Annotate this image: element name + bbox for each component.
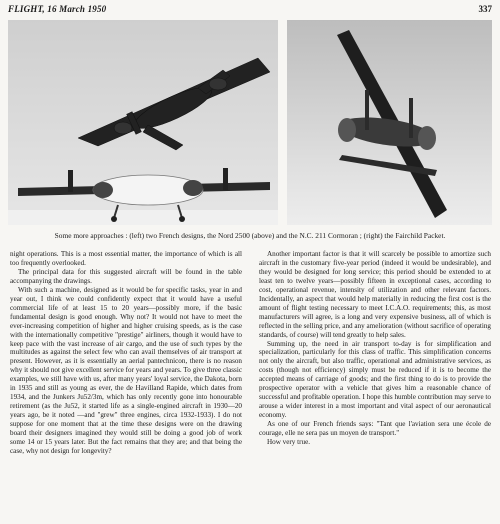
fairchild-packet-photo xyxy=(287,20,492,225)
article-column-right xyxy=(259,250,491,447)
page-number: 337 xyxy=(478,4,492,14)
left-photograph xyxy=(8,20,278,225)
paragraph: night operations. This is a most essential matter, the importance of which is all too frequently overlooked. xyxy=(10,250,242,267)
paragraph: The principal data for this suggested aircraft will be found in the table accompanying the drawings. xyxy=(10,267,242,285)
paragraph: How very true. xyxy=(267,438,311,447)
paragraph: With such a machine, designed as it would be for specific tasks, year in and year out, I think we could confidently expect that it would have a useful commercial life of at least 15 to 20 years—possibly more, if the basic fundamental design is good enough. Why not? It would not have to meet the ever-increasing competition of higher and higher cruising speeds, as is the case with the internationally competitive "prestige" airliners, though it would have to keep pace with the vast increase of air cargo, and the use of such types by the multitudes as against the select few who can avail themselves of air transport at present. However, as it is essentially an aerial pantechnicon, there is no reason why it should not give excellent service for years and years. To give three classic examples, we still have with us, after many years' loyal service, the Dakota, born in 1935 and still as young as ever, the de Havilland Rapide, which dates from 1934, and the Junkers Ju52/3m, which has only recently gone into honourable retirement (as the Ju52, it started life as a single-engined aircraft in 1930—20 years ago, be it noted —and "grew" three engines, circa 1932-1933). I do not suppose for one moment that at the time these designs were on the drawing board their designers imagined they would still be doing a good job of work some 14 or 15 years later. But the fact remains that they are; and that being the case, why not design for longevity? xyxy=(10,285,242,455)
paragraph: Another important factor is that it will scarcely be possible to amortize such aircraft in the customary five-year period (indeed it would be undesirable), and they would be designed for long service; this period should be extended to at least ten to twelve years—possibly fifteen in exceptional cases, according to cost, operational revenue, intensity of utilization and other relevant factors. Incidentally, an aspect that would help materially in reducing the first cost is the amount of flight testing necessary to meet I.C.A.O. requirements; this, as most manufacturers will agree, is a long and very expensive business, all of which is reflected in the selling price, and any amelioration (without sacrifice of operating standards, of course) will tend greatly to help sales. xyxy=(259,250,491,339)
french-aircraft-photo xyxy=(8,20,278,225)
magazine-title: FLIGHT, 16 March 1950 xyxy=(8,4,107,14)
page-header xyxy=(8,4,492,18)
figure-caption: Some more approaches : (left) two French designs, the Nord 2500 (above) and the N.C. 211 Cormoran ; (right) the Fairchild Packet. xyxy=(54,231,446,240)
paragraph: As one of our French friends says: "Tant que l'aviation sera une école de courage, elle ne sera pas un moyen de transport." xyxy=(259,420,491,438)
paragraph: Summing up, the need in air transport to-day is for simplification and specialization, particularly for this class of traffic. This simplification concerns not only the aircraft, but also traffic, operational and administrative services, as costs (though not efficiency) simply must be reduced if it is to become the accepted means of carriage of goods; and the first thing to do is to provide the prospective operator with a vehicle that gives him a reasonable chance of successful and profitable operation. I hope this humble contribution may serve to arouse a wider interest in a most important and vital aspect of our aeronautical economy. xyxy=(259,339,491,420)
right-photograph xyxy=(287,20,492,225)
article-column-left xyxy=(10,250,242,456)
